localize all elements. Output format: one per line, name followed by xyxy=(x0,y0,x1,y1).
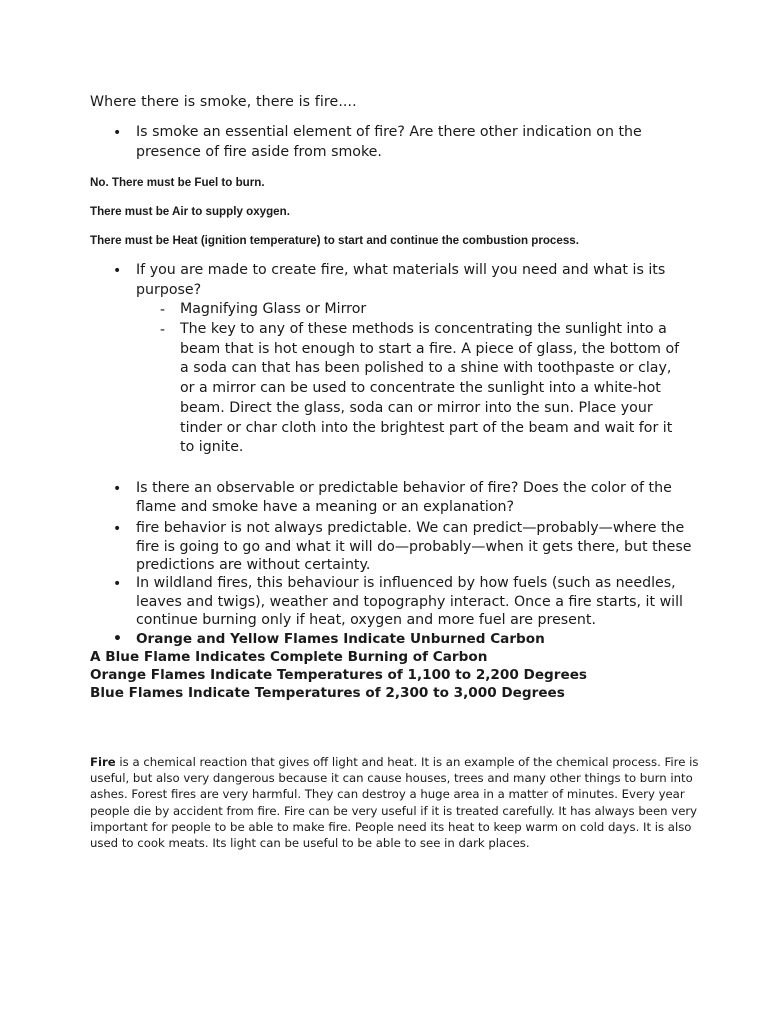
flame-color-carbon: Orange and Yellow Flames Indicate Unburned Carbon xyxy=(136,631,545,647)
bullet-3: • xyxy=(113,481,122,497)
answer-heat: There must be Heat (ignition temperature) to start and continue the combustion process. xyxy=(90,234,579,247)
question-2: If you are made to create fire, what materials will you need and what is its purpose? xyxy=(136,262,666,298)
bullet-q2: • xyxy=(113,263,122,279)
fire-behavior-text: fire behavior is not always predictable. We can predict—probably—where the fire is going to go and what it will do—probably—when it gets there, but these predictions are without certainty. xyxy=(136,520,692,573)
blue-flame-line: A Blue Flame Indicates Complete Burning of Carbon xyxy=(90,649,488,665)
material-item: Magnifying Glass or Mirror xyxy=(180,301,367,317)
material-explanation: The key to any of these methods is concentrating the sunlight into a beam that is hot enough to start a fire. A piece of glass, the bottom of a soda can that has been polished to a shine with toothpaste or clay, or a mirror can be used to concentrate the sunlight into a white-hot beam. Direct the glass, soda can or mirror into the sun. Place your tinder or char cloth into the brightest part of the beam and wait for it to ignite. xyxy=(180,321,680,456)
question-3: Is there an observable or predictable behavior of fire? Does the color of the flame and smoke have a meaning or an explanation? xyxy=(136,480,672,515)
fire-paragraph-text: is a chemical reaction that gives off light and heat. It is an example of the chemical process. Fire is useful, but also very dangerous because it can cause houses, trees and many other things to burn into ashes. Forest fires are very harmful. They can destroy a huge area in a matter of minutes. Every year people die by accident from fire. Fire can be very useful if it is treated carefully. It has always been very important for people to be able to make fire. People need its heat to keep warm on cold days. It is also used to cook meats. Its light can be useful to be able to see in dark places. xyxy=(90,755,699,851)
blue-temperature-line: Blue Flames Indicate Temperatures of 2,300 to 3,000 Degrees xyxy=(90,685,565,701)
document-heading: Where there is smoke, there is fire.... xyxy=(90,94,357,110)
dash-1: - xyxy=(160,302,166,318)
answer-fuel: No. There must be Fuel to burn. xyxy=(90,176,265,189)
bullet-4: • xyxy=(113,521,122,537)
orange-temperature-line: Orange Flames Indicate Temperatures of 1,100 to 2,200 Degrees xyxy=(90,667,588,683)
dash-2: - xyxy=(160,322,166,338)
fire-paragraph xyxy=(90,754,708,851)
bullet-6: • xyxy=(113,631,122,647)
wildland-fire-text: In wildland fires, this behaviour is influenced by how fuels (such as needles, leaves and twigs), weather and topography interact. Once a fire starts, it will continue burning only if heat, oxygen and more fuel are present. xyxy=(136,575,684,628)
bullet-5: • xyxy=(113,576,122,592)
fire-term: Fire xyxy=(90,755,116,769)
answer-air: There must be Air to supply oxygen. xyxy=(90,205,290,218)
bullet-q1: • xyxy=(113,125,122,141)
question-1: Is smoke an essential element of fire? Are there other indication on the presence of fire aside from smoke. xyxy=(136,124,642,160)
